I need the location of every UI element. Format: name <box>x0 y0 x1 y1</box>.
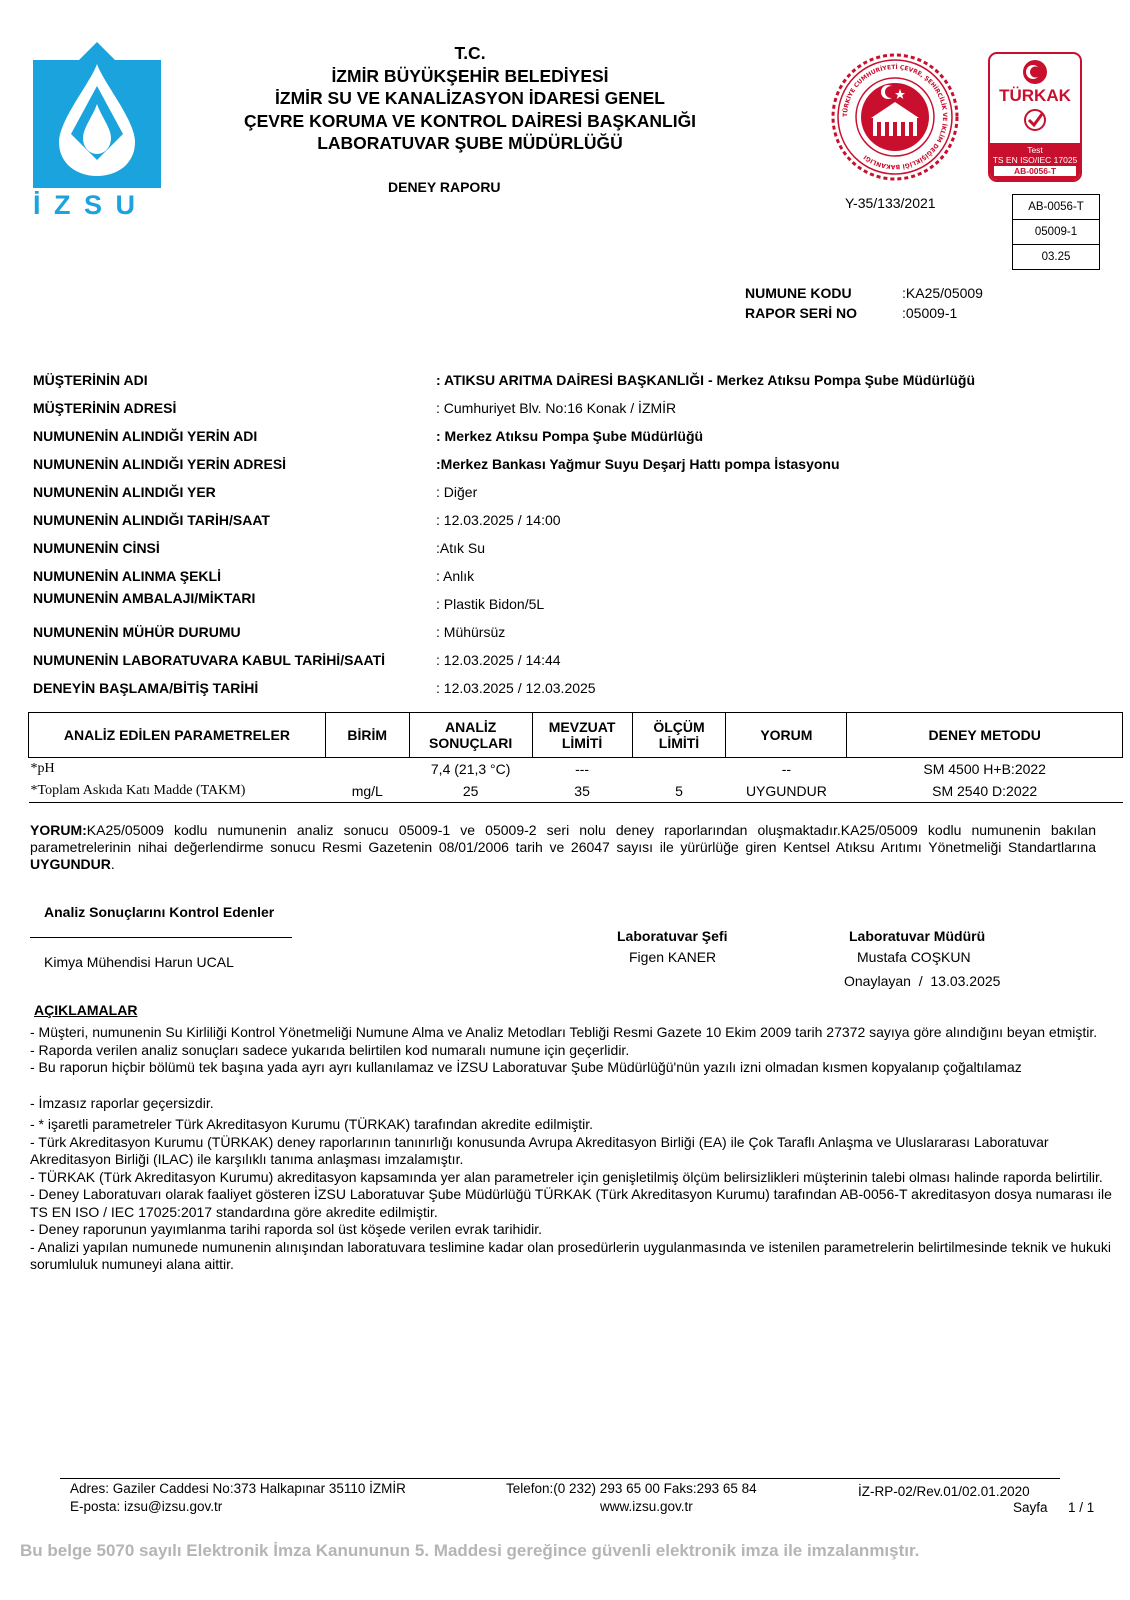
param-unit <box>325 758 409 781</box>
document-number: Y-35/133/2021 <box>845 195 936 211</box>
note-item: - Deney Laboratuvarı olarak faaliyet gösteren İZSU Laboratuvar Şube Müdürlüğü TÜRKAK (Türk Akreditasyon Kurumu) tarafından AB-0056-T akreditasyon dosya numarası ile TS EN ISO / IEC 17025:2017 standardına göre akredite edilmiştir. <box>30 1186 1112 1220</box>
param-name: *pH <box>30 761 55 776</box>
note-item: - Türk Akreditasyon Kurumu (TÜRKAK) deney raporlarının tanınırlığı konusunda Avrupa Akreditasyon Birliği (EA) ile Çok Taraflı Anlaşma ve Uluslararası Laboratuvar Akreditasyon Birliği (ILAC) ile karşılıklı tanıma anlaşması imzalamıştır. <box>30 1133 1049 1167</box>
note-item: - İmzasız raporlar geçersizdir. <box>30 1094 214 1111</box>
manager-title: Laboratuvar Müdürü <box>849 928 986 944</box>
param-method: SM 2540 D:2022 <box>847 780 1123 803</box>
column-header: ANALİZ SONUÇLARI <box>409 713 532 758</box>
note-item: - * işaretli parametreler Türk Akreditasyon Kurumu (TÜRKAK) tarafından akredite edilmiştir. <box>30 1116 594 1132</box>
turkak-logo-text: TÜRKAK <box>999 86 1071 105</box>
table-header-row <box>29 713 1123 758</box>
ministry-seal <box>830 52 960 182</box>
param-name: *Toplam Askıda Katı Madde (TAKM) <box>29 780 326 803</box>
info-value: : 12.03.2025 / 14:44 <box>436 652 561 668</box>
ministry-seal-icon <box>830 52 960 182</box>
param-limit: --- <box>575 761 590 777</box>
revision-code: 03.25 <box>1013 245 1100 270</box>
footer-form-code: İZ-RP-02/Rev.01/02.01.2020 <box>858 1484 1030 1499</box>
approval-date: Onaylayan / 13.03.2025 <box>844 973 1001 989</box>
note-item: - Deney raporunun yayımlanma tarihi raporda sol üst köşede verilen evrak tarihidir. <box>30 1221 543 1237</box>
turkak-logo <box>988 52 1082 182</box>
e-signature-notice: Bu belge 5070 sayılı Elektronik İmza Kanununun 5. Maddesi gereğince güvenli elektronik imza ile imzalanmıştır. <box>20 1541 920 1560</box>
comment-label: YORUM: <box>30 822 87 838</box>
info-value: : 12.03.2025 / 12.03.2025 <box>436 680 596 696</box>
izsu-logo-text: İ Z S U <box>33 190 139 220</box>
param-limit: 35 <box>532 780 632 803</box>
param-comment: -- <box>781 761 792 777</box>
info-label: NUMUNENİN ALINDIĞI YER <box>33 484 216 500</box>
info-value: : Cumhuriyet Blv. No:16 Konak / İZMİR <box>436 400 677 416</box>
info-label: MÜŞTERİNİN ADRESİ <box>33 400 177 416</box>
column-header: YORUM <box>726 713 847 758</box>
comment-text: KA25/05009 kodlu numunenin analiz sonucu 05009-1 ve 05009-2 seri nolu deney raporlarından oluşmaktadır.KA25/05009 kodlu numunenin bakılan parametrelerinin nihai değerlendirme sonucu Resmi Gazetenin 08/01/2006 tarih ve 26047 sayısı ile yürürlüğe giren Kentsel Atıksu Arıtımı Yönetmeliği Standartlarına <box>30 822 1096 855</box>
header-title <box>170 42 770 155</box>
comment-verdict: UYGUNDUR <box>30 856 111 872</box>
notes-list <box>30 1024 1120 1274</box>
spacer <box>30 1077 1120 1095</box>
sample-code-label: NUMUNE KODU <box>745 285 852 301</box>
report-type: DENEY RAPORU <box>388 179 501 195</box>
note-item: - Raporda verilen analiz sonuçları sadece yukarıda belirtilen kod numaralı numune için geçerlidir. <box>30 1041 630 1058</box>
table-row <box>29 780 1123 803</box>
param-measure-limit: 5 <box>632 780 726 803</box>
chief-name: Figen KANER <box>629 949 717 965</box>
info-label: NUMUNENİN ALINDIĞI TARİH/SAAT <box>33 512 270 528</box>
report-serial-label: RAPOR SERİ NO <box>745 305 858 321</box>
control-title: Analiz Sonuçlarını Kontrol Edenler <box>44 904 275 920</box>
info-value: :Atık Su <box>436 540 486 556</box>
footer-rule <box>60 1478 1060 1479</box>
header-line: İZMİR SU VE KANALİZASYON İDARESİ GENEL <box>275 88 665 108</box>
info-label: DENEYİN BAŞLAMA/BİTİŞ TARİHİ <box>33 680 259 696</box>
table-row <box>29 758 1123 781</box>
turkak-code: AB-0056-T <box>994 166 1076 176</box>
report-code: 05009-1 <box>1013 220 1100 245</box>
param-method: SM 4500 H+B:2022 <box>923 761 1046 777</box>
footer-page-label: Sayfa <box>1013 1500 1048 1515</box>
info-label: NUMUNENİN CİNSİ <box>33 540 160 556</box>
param-unit: mg/L <box>325 780 409 803</box>
param-comment: UYGUNDUR <box>726 780 847 803</box>
footer-web: www.izsu.gov.tr <box>600 1499 693 1514</box>
param-measure-limit <box>632 758 726 781</box>
notes-title: AÇIKLAMALAR <box>34 1002 138 1018</box>
report-serial-value: :05009-1 <box>902 305 958 321</box>
column-header: ANALİZ EDİLEN PARAMETRELER <box>29 713 326 758</box>
izsu-logo <box>33 42 163 222</box>
control-name: Kimya Mühendisi Harun UCAL <box>44 954 234 970</box>
info-label: NUMUNENİN AMBALAJI/MİKTARI <box>33 590 256 606</box>
info-label: NUMUNENİN ALINDIĞI YERİN ADRESİ <box>33 456 287 472</box>
info-value: : ATIKSU ARITMA DAİRESİ BAŞKANLIĞI - Merkez Atıksu Pompa Şube Müdürlüğü <box>436 372 976 388</box>
note-item: - Müşteri, numunenin Su Kirliliği Kontrol Yönetmeliği Numune Alma ve Analiz Metodları Tebliği Resmi Gazete 10 Ekim 2009 tarih 27372 sayıya göre alındığını beyan etmiştir. <box>30 1024 1098 1040</box>
chief-title: Laboratuvar Şefi <box>617 928 728 944</box>
info-value: : Merkez Atıksu Pompa Şube Müdürlüğü <box>436 428 704 444</box>
sample-code-value: :KA25/05009 <box>902 285 983 301</box>
seal-text: TÜRKİYE CUMHURİYETİ ÇEVRE, ŞEHİRCİLİK VE İKLİM DEĞİŞİKLİĞİ BAKANLIĞI <box>841 63 949 171</box>
info-label: MÜŞTERİNİN ADI <box>33 372 148 388</box>
note-item: - Bu raporun hiçbir bölümü tek başına yada ayrı ayrı kullanılamaz ve İZSU Laboratuvar Şube Müdürlüğü'nün yazılı izni olmadan kısmen kopyalanıp çoğaltılamaz <box>30 1059 1022 1075</box>
header-line: İZMİR BÜYÜKŞEHİR BELEDİYESİ <box>331 65 609 86</box>
header-line: LABORATUVAR ŞUBE MÜDÜRLÜĞÜ <box>317 133 623 153</box>
info-value: : 12.03.2025 / 14:00 <box>436 512 561 528</box>
param-result: 7,4 (21,3 °C) <box>430 761 511 777</box>
results-table <box>28 712 1123 803</box>
info-label: NUMUNENİN ALINMA ŞEKLİ <box>33 568 221 584</box>
column-header: BİRİM <box>325 713 409 758</box>
info-value: :Merkez Bankası Yağmur Suyu Deşarj Hattı pompa İstasyonu <box>436 456 840 472</box>
footer-page-value: 1 / 1 <box>1068 1500 1095 1515</box>
comment-end: . <box>110 856 115 872</box>
turkak-standard: TS EN ISO/IEC 17025 <box>992 155 1078 165</box>
footer-email: E-posta: izsu@izsu.gov.tr <box>70 1499 223 1514</box>
water-drop-icon <box>33 42 163 192</box>
accreditation-code-box <box>1012 194 1100 270</box>
note-item: - TÜRKAK (Türk Akreditasyon Kurumu) akreditasyon kapsamında yer alan parametreler için genişletilmiş ölçüm belirsizlikleri müşterinin talebi olması halinde raporda belirtilir. <box>30 1168 1103 1185</box>
info-value: : Anlık <box>436 568 475 584</box>
info-value: : Mühürsüz <box>436 624 506 640</box>
turkak-test-label: Test <box>1027 145 1043 155</box>
note-item: - Analizi yapılan numunede numunenin alınışından laboratuvara teslimine kadar olan prosedürlerin uygulanmasında ve istenilen parametrelerin belirtilmesinde teknik ve hukuki sorumluluk numuneyi alana aittir. <box>30 1238 1111 1272</box>
column-header: MEVZUAT LİMİTİ <box>532 713 632 758</box>
accreditation-code: AB-0056-T <box>1013 195 1100 220</box>
info-label: NUMUNENİN ALINDIĞI YERİN ADI <box>33 428 258 444</box>
manager-name: Mustafa COŞKUN <box>857 949 971 965</box>
info-label: NUMUNENİN MÜHÜR DURUMU <box>33 624 241 640</box>
header-line: ÇEVRE KORUMA VE KONTROL DAİRESİ BAŞKANLIĞI <box>243 110 697 131</box>
param-result: 25 <box>409 780 532 803</box>
signature-line <box>30 937 292 938</box>
info-value: : Plastik Bidon/5L <box>436 596 545 612</box>
footer-address: Adres: Gaziler Caddesi No:373 Halkapınar 35110 İZMİR <box>70 1481 406 1496</box>
footer-phone: Telefon:(0 232) 293 65 00 Faks:293 65 84 <box>506 1481 757 1496</box>
comment-paragraph <box>30 822 1096 873</box>
column-header: ÖLÇÜM LİMİTİ <box>632 713 726 758</box>
info-label: NUMUNENİN LABORATUVARA KABUL TARİHİ/SAATİ <box>33 652 386 668</box>
info-value: : Diğer <box>436 484 478 500</box>
column-header: DENEY METODU <box>847 713 1123 758</box>
header-line: T.C. <box>454 43 486 63</box>
